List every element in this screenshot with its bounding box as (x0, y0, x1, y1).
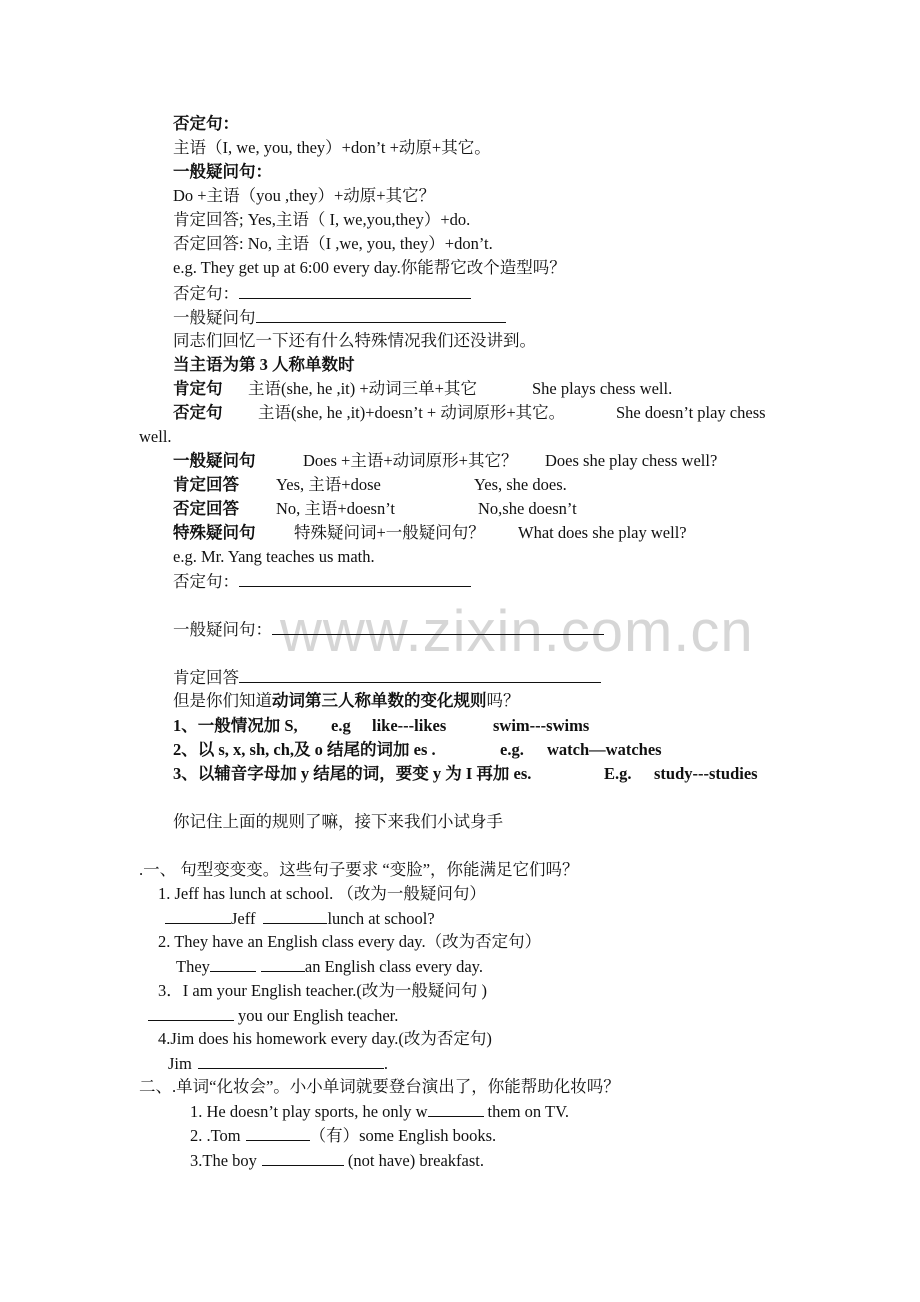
exercise-2-q2 (190, 1124, 496, 1147)
rule-1-eg: e.g (331, 716, 351, 735)
question-label: 一般疑问句： (173, 162, 272, 181)
answer-blank[interactable] (148, 1004, 234, 1021)
a2-start-text: They (176, 957, 210, 976)
tp-pos-formula: 主语(she, he ,it) +动词三单+其它 (248, 379, 477, 398)
rules-intro-end: 吗？ (486, 691, 520, 710)
rule-1-example-2: swim---swims (493, 716, 590, 735)
answer-blank[interactable] (261, 955, 305, 972)
answer-blank[interactable] (256, 306, 506, 323)
example-question-line (173, 306, 506, 329)
exercise-2-q1 (190, 1100, 569, 1123)
tp-yes-formula: Yes, 主语+dose (276, 475, 381, 494)
tp-yes-example: Yes, she does. (474, 475, 567, 494)
tp-wh-example: What does she play well? (518, 523, 687, 542)
exercise-2-q3 (190, 1149, 484, 1172)
rules-intro-plain: 但是你们知道 (173, 691, 272, 710)
answer-blank[interactable] (246, 1124, 310, 1141)
example-sentence: e.g. They get up at 6:00 every day.你能帮它改个造型吗？ (173, 258, 566, 277)
exercise-1-q4: 4.Jim does his homework every day.(改为否定句) (158, 1029, 492, 1048)
tp-q-example: Does she play chess well? (545, 451, 718, 470)
example-question-label: 一般疑问句 (173, 308, 256, 327)
tp-ex-neg-line (173, 570, 471, 593)
a4-start-text: Jim (168, 1054, 192, 1073)
tp-no-formula: No, 主语+doesn’t (276, 499, 395, 518)
answer-blank[interactable] (239, 282, 471, 299)
tp-q-label: 一般疑问句 (173, 451, 256, 470)
exercise-1-a4 (168, 1052, 388, 1075)
answer-blank[interactable] (165, 907, 231, 924)
rules-intro-bold: 动词第三人称单数的变化规则 (272, 691, 487, 710)
tp-ex-q-line (173, 618, 604, 641)
answer-blank[interactable] (428, 1100, 484, 1117)
rule-3: 3、以辅音字母加 y 结尾的词，要变 y 为 I 再加 es. (173, 764, 532, 783)
tp-no-example: No,she doesn’t (478, 499, 577, 518)
tp-neg-example-cont: well. (139, 427, 172, 446)
tp-example: e.g. Mr. Yang teaches us math. (173, 547, 375, 566)
question-formula: Do +主语（you ,they）+动原+其它？ (173, 186, 436, 205)
remember-text: 你记住上面的规则了嘛，接下来我们小试身手 (173, 812, 503, 831)
rule-1: 1、一般情况加 S, (173, 716, 298, 735)
watermark: www.zixin.com.cn (280, 599, 754, 664)
exercise-1-q1: 1. Jeff has lunch at school. （改为一般疑问句） (158, 884, 486, 903)
q2-start-text: 2. .Tom (190, 1126, 241, 1145)
rule-2-eg: e.g. (500, 740, 524, 759)
tp-neg-example: She doesn’t play chess (616, 403, 766, 422)
positive-answer: 肯定回答; Yes,主语（ I, we,you,they）+do. (173, 210, 471, 229)
answer-blank[interactable] (263, 907, 327, 924)
tp-wh-label: 特殊疑问句 (173, 523, 256, 542)
third-person-heading: 当主语为第 3 人称单数时 (173, 355, 355, 374)
rule-2-example: watch—watches (547, 740, 662, 759)
a4-end-text: . (383, 1054, 388, 1073)
a1-end-text: lunch at school? (327, 909, 435, 928)
rule-2: 2、以 s, x, sh, ch,及 o 结尾的词加 es . (173, 740, 436, 759)
answer-blank[interactable] (272, 618, 604, 635)
q3-start-text: 3.The boy (190, 1151, 257, 1170)
exercise-1-q2: 2. They have an English class every day.（改为否定句） (158, 932, 542, 951)
q2-end-text: （有）some English books. (309, 1126, 497, 1145)
exercise-1-q3: 3．I am your English teacher.(改为一般疑问句 ) (158, 981, 488, 1000)
exercise-1-a2 (176, 955, 483, 978)
rule-1-example-1: like---likes (372, 716, 447, 735)
tp-pos-label: 肯定句 (173, 379, 223, 398)
tp-pos-example: She plays chess well. (532, 379, 673, 398)
exercise-1-a3 (148, 1004, 398, 1027)
answer-blank[interactable] (210, 955, 256, 972)
negative-answer: 否定回答: No, 主语（I ,we, you, they）+don’t. (173, 234, 493, 253)
tp-ex-q-label: 一般疑问句： (173, 620, 272, 639)
q1-start-text: 1. He doesn’t play sports, he only w (190, 1102, 428, 1121)
rules-intro (173, 690, 520, 712)
a3-end-text: you our English teacher. (238, 1006, 399, 1025)
recall-text: 同志们回忆一下还有什么特殊情况我们还没讲到。 (173, 331, 536, 350)
tp-ex-neg-label: 否定句： (173, 572, 239, 591)
example-neg-label: 否定句： (173, 284, 239, 303)
tp-q-formula: Does +主语+动词原形+其它？ (303, 451, 518, 470)
example-neg-line (173, 282, 471, 305)
rule-3-eg: E.g. (604, 764, 632, 783)
tp-ex-yes-line (173, 666, 601, 689)
q3-end-text: (not have) breakfast. (347, 1151, 484, 1170)
answer-blank[interactable] (239, 570, 471, 587)
tp-neg-label: 否定句 (173, 403, 223, 422)
q1-end-text: them on TV. (487, 1102, 569, 1121)
neg-formula: 主语（I, we, you, they）+don’t +动原+其它。 (173, 138, 491, 157)
tp-yes-label: 肯定回答 (173, 475, 239, 494)
tp-no-label: 否定回答 (173, 499, 239, 518)
rule-3-example: study---studies (654, 764, 758, 783)
exercise-2-title: 二、.单词“化妆会”。小小单词就要登台演出了，你能帮助化妆吗？ (139, 1077, 620, 1096)
tp-ex-yes-label: 肯定回答 (173, 668, 239, 687)
tp-neg-formula: 主语(she, he ,it)+doesn’t + 动词原形+其它。 (258, 403, 566, 422)
exercise-1-a1 (165, 907, 435, 930)
tp-wh-formula: 特殊疑问词+一般疑问句？ (294, 523, 485, 542)
answer-blank[interactable] (239, 666, 601, 683)
answer-blank[interactable] (262, 1149, 344, 1166)
neg-label: 否定句： (173, 114, 239, 133)
exercise-1-title: .一、 句型变变变。这些句子要求 “变脸”，你能满足它们吗？ (139, 860, 579, 879)
answer-blank[interactable] (198, 1052, 384, 1069)
a2-end-text: an English class every day. (304, 957, 483, 976)
a1-mid-text: Jeff (231, 909, 256, 928)
